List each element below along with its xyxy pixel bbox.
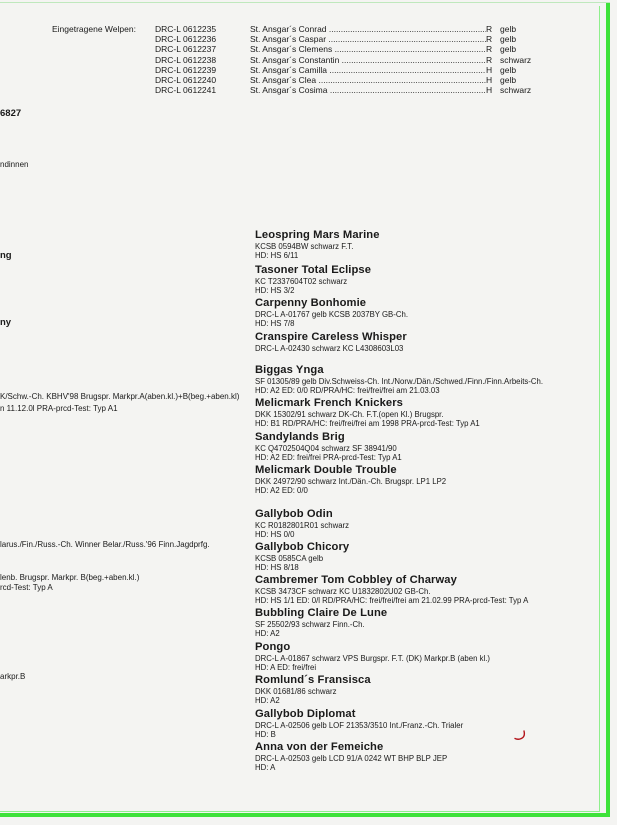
puppy-number: DRC-L 0612237 <box>155 44 217 55</box>
pedigree-entry <box>255 574 528 606</box>
dog-name: Cranspire Careless Whisper <box>255 331 407 343</box>
puppy-name: St. Ansgar´s Conrad ..... <box>250 24 486 34</box>
dog-detail-line: HD: A <box>255 763 276 773</box>
left-fragment: larus./Fin./Russ.-Ch. Winner Belar./Russ.'96 Finn.Jagdprfg. <box>0 540 210 549</box>
puppy-name: St. Ansgar´s Caspar ..... <box>250 34 486 44</box>
dog-name: Cambremer Tom Cobbley of Charway <box>255 574 457 586</box>
dog-detail-line: DKK 15302/91 schwarz DK-Ch. F.T.(open Kl.) Brugspr. <box>255 410 444 419</box>
dog-detail-line: HD: HS 7/8 <box>255 319 295 329</box>
left-fragment: ny <box>0 317 12 328</box>
dog-detail-line: KC R0182801R01 schwarz <box>255 521 350 530</box>
dog-detail-line: HD: A2 <box>255 629 280 639</box>
puppy-color: gelb <box>500 74 517 85</box>
dog-detail-line: HD: B <box>255 730 276 740</box>
dog-detail-line: DRC-L A-02506 gelb LOF 21353/3510 Int./Franz.-Ch. Trialer <box>255 721 464 730</box>
left-fragment: rcd-Test: Typ A <box>0 583 53 592</box>
puppy-color: gelb <box>500 44 517 55</box>
left-fragment: lenb. Brugspr. Markpr. B(beg.+aben.kl.) <box>0 573 140 582</box>
dog-detail-line: HD: A2 ED: 0/0 RD/PRA/HC: frei/frei/frei am 21.03.03 <box>255 386 440 396</box>
dog-detail-line: DKK 24972/90 schwarz Int./Dän.-Ch. Brugspr. LP1 LP2 <box>255 477 447 486</box>
pedigree-entry <box>255 674 371 706</box>
puppy-number: DRC-L 0612235 <box>155 24 217 34</box>
dog-detail-line: DKK 01681/86 schwarz <box>255 687 337 696</box>
puppy-name: St. Ansgar´s Clemens ..... <box>250 44 486 54</box>
dog-name: Gallybob Chicory <box>255 541 350 553</box>
pedigree-entry <box>255 464 446 496</box>
puppy-color: gelb <box>500 64 517 75</box>
dog-detail-line: HD: A2 <box>255 696 280 706</box>
dog-detail-line: HD: HS 8/18 <box>255 563 299 573</box>
dog-name: Bubbling Claire De Lune <box>255 607 388 619</box>
registered-puppies-label: Eingetragene Welpen: <box>52 24 136 34</box>
dog-detail-line: DRC-L A-01767 gelb KCSB 2037BY GB-Ch. <box>255 310 408 319</box>
dog-name: Romlund´s Fransisca <box>255 674 371 686</box>
dog-detail-line: KC Q4702504Q04 schwarz SF 38941/90 <box>255 444 397 453</box>
dog-name: Gallybob Diplomat <box>255 708 356 720</box>
pedigree-entry <box>255 331 407 353</box>
puppy-number: DRC-L 0612236 <box>155 34 217 45</box>
puppy-number: DRC-L 0612240 <box>155 74 217 85</box>
dog-detail-line: SF 01305/89 gelb Div.Schweiss-Ch. Int./Norw./Dän./Schwed./Finn./Finn.Arbeits-Ch. <box>255 377 544 386</box>
left-fragment: arkpr.B <box>0 672 26 681</box>
dog-detail-line: DRC-L A-01867 schwarz VPS Burgspr. F.T. (DK) Markpr.B (aben kl.) <box>255 654 490 663</box>
dog-detail-line: DRC-L A-02503 gelb LCD 91/A 0242 WT BHP BLP JEP <box>255 754 448 763</box>
puppy-name: St. Ansgar´s Clea ..... <box>250 75 486 85</box>
dog-detail-line: SF 25502/93 schwarz Finn.-Ch. <box>255 620 365 629</box>
dog-name: Leospring Mars Marine <box>255 229 380 241</box>
dog-name: Pongo <box>255 641 291 653</box>
pedigree-entry <box>255 431 402 463</box>
dog-detail-line: KCSB 3473CF schwarz KC U1832802U02 GB-Ch. <box>255 587 431 596</box>
puppy-number: DRC-L 0612238 <box>155 54 217 65</box>
puppy-sex: H <box>486 64 493 75</box>
puppy-sex: H <box>486 74 493 85</box>
dog-name: Tasoner Total Eclipse <box>255 264 372 276</box>
pedigree-entry <box>255 229 380 261</box>
dog-detail-line: HD: A ED: frei/frei <box>255 663 317 673</box>
dog-name: Melicmark French Knickers <box>255 397 404 409</box>
puppy-color: schwarz <box>500 85 532 96</box>
puppy-sex: R <box>486 34 493 45</box>
dog-detail-line: KCSB 0585CA gelb <box>255 554 324 563</box>
pedigree-entry <box>255 508 349 540</box>
puppy-sex: R <box>486 44 493 55</box>
dog-name: Gallybob Odin <box>255 508 333 520</box>
dog-detail-line: HD: HS 1/1 ED: 0/l RD/PRA/HC: frei/frei/frei am 21.02.99 PRA-prcd-Test: Typ A <box>255 596 529 606</box>
puppy-name: St. Ansgar´s Constantin ..... <box>250 55 486 65</box>
dog-name: Anna von der Femeiche <box>255 741 384 753</box>
dog-name: Carpenny Bonhomie <box>255 297 367 309</box>
pedigree-entry <box>255 641 490 673</box>
puppy-color: schwarz <box>500 54 532 65</box>
pedigree-entry <box>255 397 480 429</box>
dog-detail-line: HD: HS 6/11 <box>255 251 299 261</box>
top-rule <box>0 2 610 3</box>
pedigree-entry <box>255 541 349 573</box>
puppy-number: DRC-L 0612239 <box>155 64 217 75</box>
puppy-sex: R <box>486 24 493 34</box>
dog-name: Biggas Ynga <box>255 364 324 376</box>
puppy-color: gelb <box>500 34 517 45</box>
dog-name: Sandylands Brig <box>255 431 345 443</box>
pedigree-entry <box>255 607 387 639</box>
dog-detail-line: DRC-L A-02430 schwarz KC L4308603L03 <box>255 344 404 353</box>
dog-detail-line: KC T2337604T02 schwarz <box>255 277 348 286</box>
puppy-color: gelb <box>500 24 517 34</box>
pedigree-entry <box>255 264 371 296</box>
dog-detail-line: HD: B1 RD/PRA/HC: frei/frei/frei am 1998 PRA-prcd-Test: Typ A1 <box>255 419 480 429</box>
dog-detail-line: HD: HS 3/2 <box>255 286 295 296</box>
left-fragment: K/Schw.-Ch. KBHV'98 Brugspr. Markpr.A(aben.kl.)+B(beg.+aben.kl) <box>0 392 240 401</box>
dog-name: Melicmark Double Trouble <box>255 464 397 476</box>
dog-detail-line: HD: A2 ED: 0/0 <box>255 486 308 496</box>
pedigree-entry <box>255 297 408 329</box>
pedigree-entry <box>255 741 447 773</box>
left-fragment: ng <box>0 250 12 261</box>
puppy-number: DRC-L 0612241 <box>155 85 217 96</box>
left-fragment: 6827 <box>0 108 22 119</box>
puppy-name: St. Ansgar´s Cosima ..... <box>250 85 486 95</box>
red-pen-mark <box>513 730 527 742</box>
puppy-sex: R <box>486 54 493 65</box>
dog-detail-line: HD: HS 0/0 <box>255 530 295 540</box>
left-fragment: n 11.12.0l PRA-prcd-Test: Typ A1 <box>0 404 118 413</box>
pedigree-entry <box>255 364 543 396</box>
pedigree-entry <box>255 708 463 740</box>
dog-detail-line: KCSB 0594BW schwarz F.T. <box>255 242 354 251</box>
dog-detail-line: HD: A2 ED: frei/frei PRA-prcd-Test: Typ A1 <box>255 453 402 463</box>
left-fragment: ndinnen <box>0 160 29 169</box>
puppy-sex: H <box>486 85 493 96</box>
puppy-name: St. Ansgar´s Camilla ..... <box>250 65 486 75</box>
